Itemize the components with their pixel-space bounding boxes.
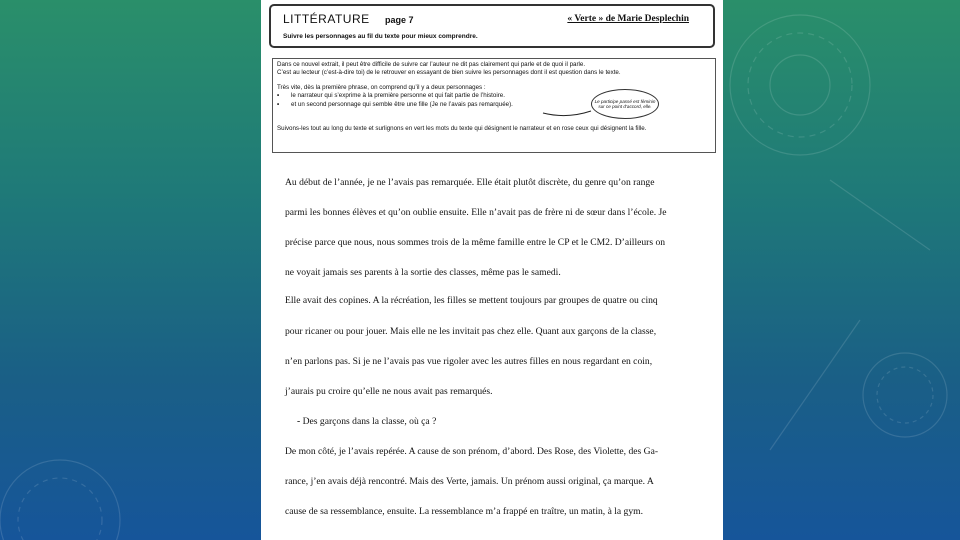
bullet-icon: • — [277, 92, 280, 99]
bullet-girl — [277, 101, 513, 109]
bullet-girl-text: et un second personnage qui semble être une fille (Je ne l’avais pas remarquée). — [291, 101, 513, 108]
worksheet-page — [261, 0, 723, 540]
text-line: rance, j’en avais déjà rencontré. Mais des Verte, jamais. Un prénom aussi original, ça marque. A — [285, 476, 654, 487]
text-line: précise parce que nous, nous sommes trois de la même famille entre le CP et le CM2. D’ailleurs on — [285, 237, 666, 248]
text-line: Elle avait des copines. A la récréation, les filles se mettent toujours par groupes de quatre ou cinq — [285, 295, 658, 306]
bullet-narrator-text: le narrateur qui s’exprime à la première personne et qui fait partie de l’histoire. — [291, 92, 505, 99]
page-number: page 7 — [385, 15, 414, 25]
subject-title: LITTÉRATURE — [283, 12, 370, 26]
intro-line-2: C’est au lecteur (c’est-à-dire toi) de le retrouver en essayant de bien suivre les personnages dont il est question dans le texte. — [277, 69, 621, 76]
thought-cloud: Le participe passé est féminin sur ce point d’accord, elle. — [591, 89, 659, 119]
text-line: ne voyait jamais ses parents à la sortie des classes, même pas le samedi. — [285, 267, 561, 278]
objective-subtitle: Suivre les personnages au fil du texte pour mieux comprendre. — [283, 33, 478, 40]
text-line: De mon côté, je l’avais repérée. A cause de son prénom, d’abord. Des Rose, des Violette, des Ga- — [285, 446, 659, 457]
intro-line-1: Dans ce nouvel extrait, il peut être difficile de suivre car l’auteur ne dit pas clairement qui parle et de quoi il parle. — [277, 61, 586, 68]
text-line: pour ricaner ou pour jouer. Mais elle ne les invitait pas chez elle. Quant aux garçons de la classe, — [285, 326, 657, 337]
text-line: cause de sa ressemblance, ensuite. La ressemblance m’a frappé en traître, un matin, à la gym. — [285, 506, 644, 517]
intro-line-3: Très vite, dès la première phrase, on comprend qu’il y a deux personnages : — [277, 84, 486, 91]
book-title: « Verte » de Marie Desplechin — [567, 14, 689, 24]
cloud-arrow-icon — [541, 107, 593, 119]
instructions-box — [272, 58, 716, 153]
bullet-icon: • — [277, 101, 280, 108]
text-line: Au début de l’année, je ne l’avais pas remarquée. Elle était plutôt discrète, du genre qu’on range — [285, 177, 655, 188]
bullet-narrator — [277, 92, 505, 100]
text-line: j’aurais pu croire qu’elle ne nous avait pas remarqués. — [285, 386, 493, 397]
dialogue-dash: - — [297, 416, 301, 427]
header-box — [269, 4, 715, 48]
text-line: n’en parlons pas. Si je ne l’avais pas vue rigoler avec les autres filles en nous regardant en coin, — [285, 356, 653, 367]
dialogue-line — [297, 416, 436, 427]
text-line: parmi les bonnes élèves et qu’on oublie ensuite. Elle n’avait pas de frère ni de sœur dans l’école. Je — [285, 207, 667, 218]
intro-line-4: Suivons-les tout au long du texte et surlignons en vert les mots du texte qui désignent le narrateur et en rose ceux qui désignent la fille. — [277, 125, 647, 132]
dialogue-text: Des garçons dans la classe, où ça ? — [302, 416, 437, 427]
